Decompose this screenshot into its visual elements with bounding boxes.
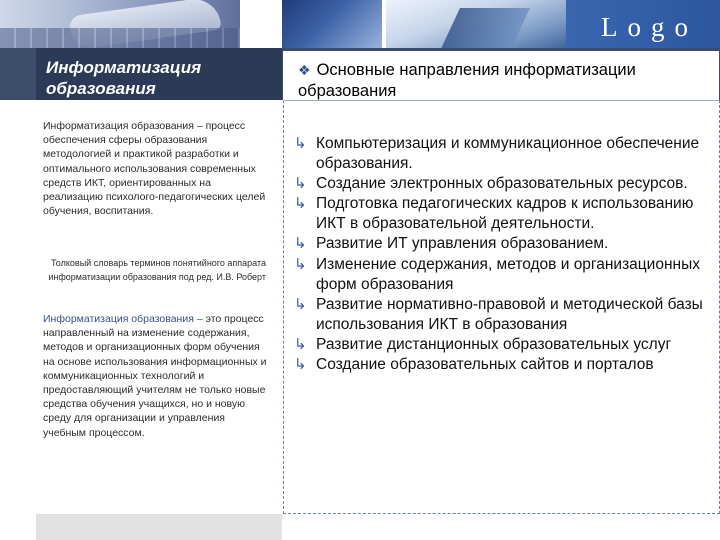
list-item: ↳ Компьютеризация и коммуникационное обеспечение образования. (294, 135, 700, 172)
hook-arrow-icon: ↳ (294, 295, 307, 313)
right-title-text: Основные направления информатизации образования (298, 61, 636, 100)
top-banner (0, 0, 720, 48)
hook-arrow-icon: ↳ (294, 175, 307, 193)
hook-arrow-icon: ↳ (294, 356, 307, 374)
list-item: ↳ Подготовка педагогических кадров к использованию ИКТ в образовательной деятельности. (294, 195, 694, 233)
definition-2 (43, 312, 269, 440)
list-item: ↳ Развитие ИТ управления образованием. (294, 235, 609, 253)
list-item: ↳ Развитие нормативно-правовой и методической базы использования ИКТ в образования (294, 295, 703, 333)
keyboard-keys-shape (0, 28, 240, 48)
directions-list (292, 134, 706, 376)
left-column-title: Информатизация образования (46, 58, 202, 98)
left-column-footer (36, 514, 282, 540)
list-item: ↳ Создание образовательных сайтов и порталов (294, 356, 654, 374)
right-column-title (298, 60, 708, 100)
tower-shape (432, 8, 530, 48)
banner-keyboard-image (0, 0, 240, 48)
hook-arrow-icon: ↳ (294, 135, 307, 152)
banner-building-image (386, 0, 566, 48)
logo: Logo (601, 12, 698, 42)
right-column-top-rule (283, 100, 719, 101)
definition-source: Толковый словарь терминов понятийного аппарата информатизации образования под ред. И.В. Роберт (48, 258, 266, 282)
hook-arrow-icon: ↳ (294, 195, 307, 213)
definition-2-lead: Информатизация образования – (43, 313, 203, 325)
definition-2-body: это процесс направленный на изменение содержания, методов и организационных форм обучения на основе использования информационных и коммуникационных технологий и предоставляющий учителям не только новые средства обучения учащихся, но и новую среду для организации и управления учебным процессом. (43, 313, 267, 439)
list-item: ↳ Создание электронных образовательных ресурсов. (294, 175, 688, 193)
banner-blue-image (282, 0, 382, 48)
hook-arrow-icon: ↳ (294, 335, 307, 353)
list-item: ↳ Развитие дистанционных образовательных услуг (294, 335, 672, 353)
hook-arrow-icon: ↳ (294, 255, 307, 273)
list-item: ↳ Изменение содержания, методов и организационных форм образования (294, 255, 700, 293)
definition-1: Информатизация образования – процесс обеспечения сферы образования методологией и практикой разработки и оптимального использования современных средств ИКТ, ориентированных на реализацию психолого-педагогических целей обучения, воспитания. (43, 120, 266, 218)
hook-arrow-icon: ↳ (294, 235, 307, 253)
diamond-bullet-icon: ❖ (298, 62, 311, 78)
